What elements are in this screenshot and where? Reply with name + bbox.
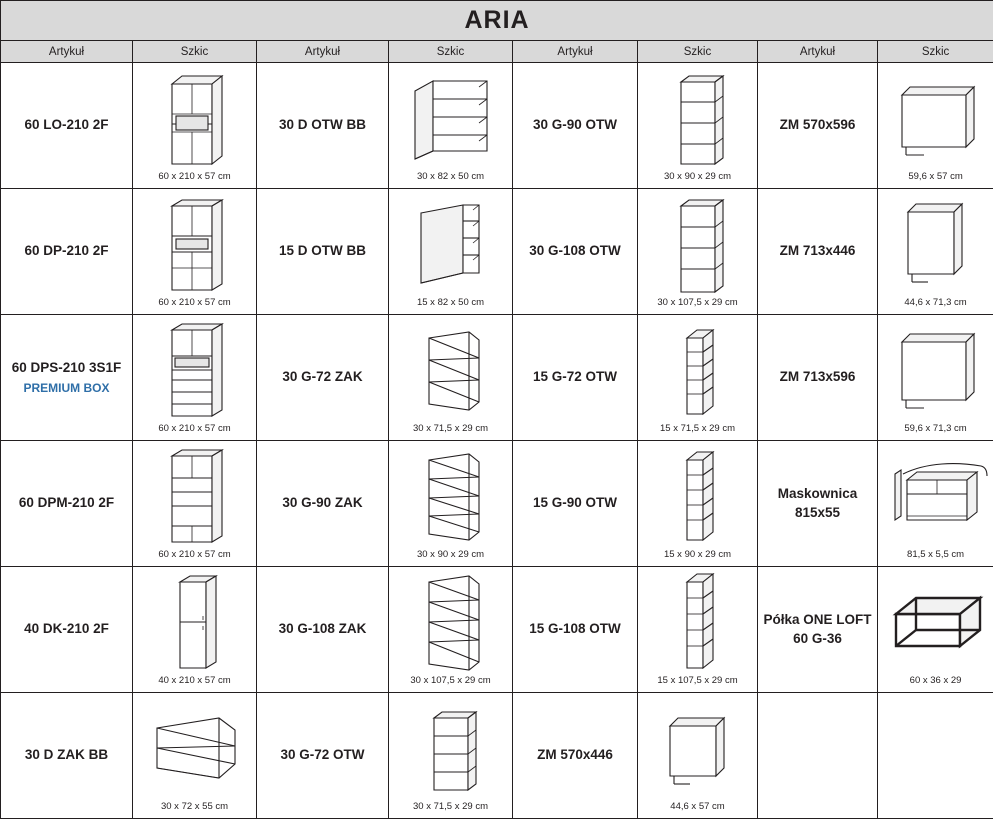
dimension-label: 59,6 x 57 cm bbox=[908, 171, 963, 182]
dimension-label: 30 x 90 x 29 cm bbox=[663, 171, 732, 182]
product-name bbox=[758, 441, 878, 567]
dimension-label: 59,6 x 71,3 cm bbox=[904, 423, 967, 434]
product-label: Maskownica 815x55 bbox=[777, 486, 858, 520]
product-sketch bbox=[133, 189, 257, 315]
product-label: 60 DP-210 2F bbox=[24, 243, 109, 259]
header-article-1: Artykuł bbox=[1, 41, 133, 63]
dimension-label: 30 x 90 x 29 cm bbox=[416, 549, 485, 560]
product-sketch bbox=[878, 189, 993, 315]
product-sketch bbox=[638, 441, 758, 567]
product-sketch bbox=[133, 63, 257, 189]
product-label: 15 D OTW BB bbox=[278, 243, 366, 259]
dimension-label: 30 x 72 x 55 cm bbox=[160, 801, 229, 812]
tall-narrow-cabinet-icon bbox=[133, 572, 256, 676]
product-name bbox=[758, 189, 878, 315]
tall-cabinet-shelves-icon bbox=[133, 446, 256, 550]
product-label: 30 G-108 OTW bbox=[529, 243, 621, 259]
wall-open-shelf-short-icon bbox=[389, 698, 512, 802]
column-header-row bbox=[1, 41, 993, 63]
table-row bbox=[1, 315, 993, 441]
product-label: 30 D ZAK BB bbox=[24, 747, 109, 763]
product-label: 30 G-72 ZAK bbox=[282, 369, 363, 385]
product-name bbox=[758, 63, 878, 189]
product-name bbox=[257, 567, 389, 693]
product-name bbox=[257, 441, 389, 567]
dimension-label: 30 x 82 x 50 cm bbox=[416, 171, 485, 182]
product-label: 30 G-72 OTW bbox=[280, 747, 365, 763]
product-name bbox=[257, 189, 389, 315]
product-name bbox=[513, 693, 638, 819]
dimension-label: 81,5 x 5,5 cm bbox=[907, 549, 965, 560]
product-name bbox=[1, 567, 133, 693]
dimension-label: 60 x 36 x 29 bbox=[909, 675, 962, 686]
product-sketch bbox=[638, 315, 758, 441]
tall-cabinet-oven-icon bbox=[133, 68, 256, 172]
product-label: 30 G-90 ZAK bbox=[282, 495, 363, 511]
product-name bbox=[1, 189, 133, 315]
header-sketch-2: Szkic bbox=[389, 41, 513, 63]
product-name bbox=[257, 693, 389, 819]
product-label: 60 DPM-210 2F bbox=[18, 495, 115, 511]
product-name bbox=[513, 315, 638, 441]
dimension-label: 15 x 71,5 x 29 cm bbox=[660, 423, 735, 434]
product-sketch bbox=[389, 63, 513, 189]
product-name bbox=[758, 567, 878, 693]
dimension-label: 15 x 82 x 50 cm bbox=[416, 297, 485, 308]
product-sketch bbox=[638, 189, 758, 315]
product-sketch bbox=[133, 567, 257, 693]
empty-article-cell bbox=[758, 693, 878, 819]
header-sketch-1: Szkic bbox=[133, 41, 257, 63]
product-name bbox=[257, 63, 389, 189]
product-label: 15 G-108 OTW bbox=[529, 621, 621, 637]
base-corner-shelf-icon bbox=[133, 698, 256, 802]
base-open-shelf-icon bbox=[389, 68, 512, 172]
product-label: 60 LO-210 2F bbox=[24, 117, 109, 133]
product-sketch bbox=[638, 63, 758, 189]
product-sketch bbox=[389, 693, 513, 819]
title-row bbox=[1, 1, 993, 41]
dimension-label: 60 x 210 x 57 cm bbox=[158, 423, 231, 434]
tall-wall-open-shelf-icon bbox=[638, 194, 757, 298]
product-label: Półka ONE LOFT 60 G-36 bbox=[763, 612, 872, 646]
dimension-label: 30 x 71,5 x 29 cm bbox=[413, 801, 488, 812]
product-name bbox=[513, 63, 638, 189]
product-sketch bbox=[389, 441, 513, 567]
narrow-wall-open-shelf-tall-icon bbox=[638, 446, 757, 550]
header-article-3: Artykuł bbox=[513, 41, 638, 63]
plinth-cover-strip-icon bbox=[878, 446, 993, 550]
product-sketch bbox=[133, 693, 257, 819]
dishwasher-front-panel-icon bbox=[638, 698, 757, 802]
table-row bbox=[1, 63, 993, 189]
product-name bbox=[1, 693, 133, 819]
tall-cabinet-drawers-icon bbox=[133, 320, 256, 424]
product-label: ZM 570x446 bbox=[537, 747, 613, 763]
product-sketch bbox=[638, 567, 758, 693]
product-name bbox=[257, 315, 389, 441]
product-sketch bbox=[878, 567, 993, 693]
product-sketch bbox=[878, 63, 993, 189]
product-label: 30 G-90 OTW bbox=[532, 117, 618, 133]
table-row bbox=[1, 693, 993, 819]
product-sketch bbox=[389, 189, 513, 315]
dishwasher-front-panel-icon bbox=[878, 68, 993, 172]
product-sketch bbox=[133, 315, 257, 441]
product-sketch bbox=[878, 315, 993, 441]
narrow-wall-open-shelf-icon bbox=[638, 320, 757, 424]
dimension-label: 44,6 x 57 cm bbox=[670, 801, 725, 812]
product-name bbox=[1, 63, 133, 189]
corner-wall-shelf-icon bbox=[389, 320, 512, 424]
product-name bbox=[513, 441, 638, 567]
table-row bbox=[1, 441, 993, 567]
dimension-label: 15 x 107,5 x 29 cm bbox=[657, 675, 738, 686]
dishwasher-front-panel-icon bbox=[878, 194, 993, 298]
product-label: 60 DPS-210 3S1F bbox=[11, 359, 122, 375]
product-sketch bbox=[389, 567, 513, 693]
product-sketch bbox=[389, 315, 513, 441]
product-sketch bbox=[133, 441, 257, 567]
empty-sketch-cell bbox=[878, 693, 993, 819]
product-label: 30 D OTW BB bbox=[278, 117, 366, 133]
dimension-label: 60 x 210 x 57 cm bbox=[158, 171, 231, 182]
table-row bbox=[1, 567, 993, 693]
wall-open-shelf-icon bbox=[638, 68, 757, 172]
dishwasher-front-panel-icon bbox=[878, 320, 993, 424]
dimension-label: 30 x 107,5 x 29 cm bbox=[410, 675, 491, 686]
header-article-2: Artykuł bbox=[257, 41, 389, 63]
product-label: ZM 713x596 bbox=[779, 369, 856, 385]
product-label: ZM 713x446 bbox=[779, 243, 856, 259]
dimension-label: 40 x 210 x 57 cm bbox=[158, 675, 231, 686]
dimension-label: 60 x 210 x 57 cm bbox=[158, 549, 231, 560]
product-name bbox=[1, 315, 133, 441]
narrow-base-open-shelf-icon bbox=[389, 194, 512, 298]
product-label: ZM 570x596 bbox=[779, 117, 856, 133]
dimension-label: 30 x 107,5 x 29 cm bbox=[657, 297, 738, 308]
header-article-4: Artykuł bbox=[758, 41, 878, 63]
product-label: 15 G-90 OTW bbox=[532, 495, 618, 511]
table-row bbox=[1, 189, 993, 315]
tall-cabinet-microwave-icon bbox=[133, 194, 256, 298]
product-label: 15 G-72 OTW bbox=[532, 369, 618, 385]
narrow-wall-open-shelf-xtall-icon bbox=[638, 572, 757, 676]
header-sketch-4: Szkic bbox=[878, 41, 993, 63]
corner-wall-shelf-xtall-icon bbox=[389, 572, 512, 676]
header-sketch-3: Szkic bbox=[638, 41, 758, 63]
dimension-label: 60 x 210 x 57 cm bbox=[158, 297, 231, 308]
corner-wall-shelf-tall-icon bbox=[389, 446, 512, 550]
dimension-label: 30 x 71,5 x 29 cm bbox=[413, 423, 488, 434]
dimension-label: 44,6 x 71,3 cm bbox=[904, 297, 967, 308]
product-label: 30 G-108 ZAK bbox=[278, 621, 367, 637]
product-sublabel: PREMIUM BOX bbox=[23, 381, 110, 396]
product-name bbox=[1, 441, 133, 567]
loft-open-frame-shelf-icon bbox=[878, 572, 993, 676]
page-title: ARIA bbox=[1, 1, 993, 41]
product-sketch bbox=[638, 693, 758, 819]
product-label: 40 DK-210 2F bbox=[24, 621, 109, 637]
product-name bbox=[513, 189, 638, 315]
product-name bbox=[758, 315, 878, 441]
dimension-label: 15 x 90 x 29 cm bbox=[663, 549, 732, 560]
product-sketch bbox=[878, 441, 993, 567]
product-name bbox=[513, 567, 638, 693]
